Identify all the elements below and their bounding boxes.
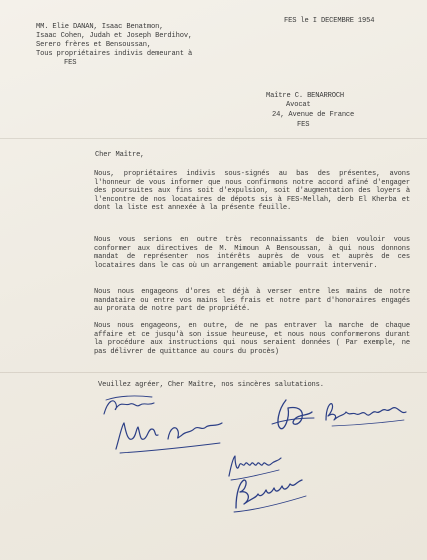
signature-bensimhon (322, 398, 407, 428)
signature-2 (110, 415, 230, 455)
salutation: Cher Maître, (95, 151, 145, 159)
recipient-line: 24, Avenue de France (272, 111, 355, 119)
recipient-line: Avocat (286, 101, 311, 109)
body-paragraph: Nous vous serions en outre très reconnaissants de bien vouloir vous conformer aux directives de M. Mimoun A Bensoussan, à qui nous donnons mandat de représenter nos intérêts auprès de vous et auprès de ces locataires dans le cas où un arrangement amiable pourrait intervenir. (94, 236, 410, 270)
sender-line: Tous propriétaires indivis demeurant à (36, 50, 193, 58)
paper-fold-line (0, 138, 427, 139)
sender-line: Serero frères et Bensoussan, (36, 41, 151, 49)
sender-line: FES (64, 59, 77, 67)
recipient-line: Maître C. BENARROCH (266, 92, 345, 100)
body-paragraph: Nous nous engageons, en outre, de ne pas entraver la marche de chaque affaire et ce jusqu'à son issue heureuse, et nous nous conformerons durant la procédure aux instructions qui nous seraient données ( Par exemple, ne pas délivrer de quittance au cours du procès) (94, 322, 410, 356)
signature-5 (230, 472, 310, 514)
paper-fold-line (0, 372, 427, 373)
recipient-line: FES (297, 121, 310, 129)
closing-line: Veuillez agréer, Cher Maître, nos sincères salutations. (98, 381, 324, 389)
dateline: FES le I DECEMBRE 1954 (284, 17, 375, 25)
body-paragraph: Nous nous engageons d'ores et déjà à verser entre les mains de notre mandataire ou entre vos mains les frais et notre part d'honoraires engagés au prorata de notre part de propriété. (94, 288, 410, 314)
sender-line: Isaac Cohen, Judah et Joseph Berdihov, (36, 32, 193, 40)
signature-3 (268, 396, 318, 434)
body-paragraph: Nous, propriétaires indivis sous-signés au bas des présentes, avons l'honneur de vous informer que nous confirmons notre accord afiné d'engager des poursuites aux fins soit d'expulsion, soit d'augmentation des loyers à l'encontre de nos locataires de dépots sis à FES-Mellah, derb El Kherba et dont la liste est annexée à la présente feuille. (94, 170, 410, 213)
sender-line: MM. Elie DANAN, Isaac Benatmon, (36, 23, 164, 31)
